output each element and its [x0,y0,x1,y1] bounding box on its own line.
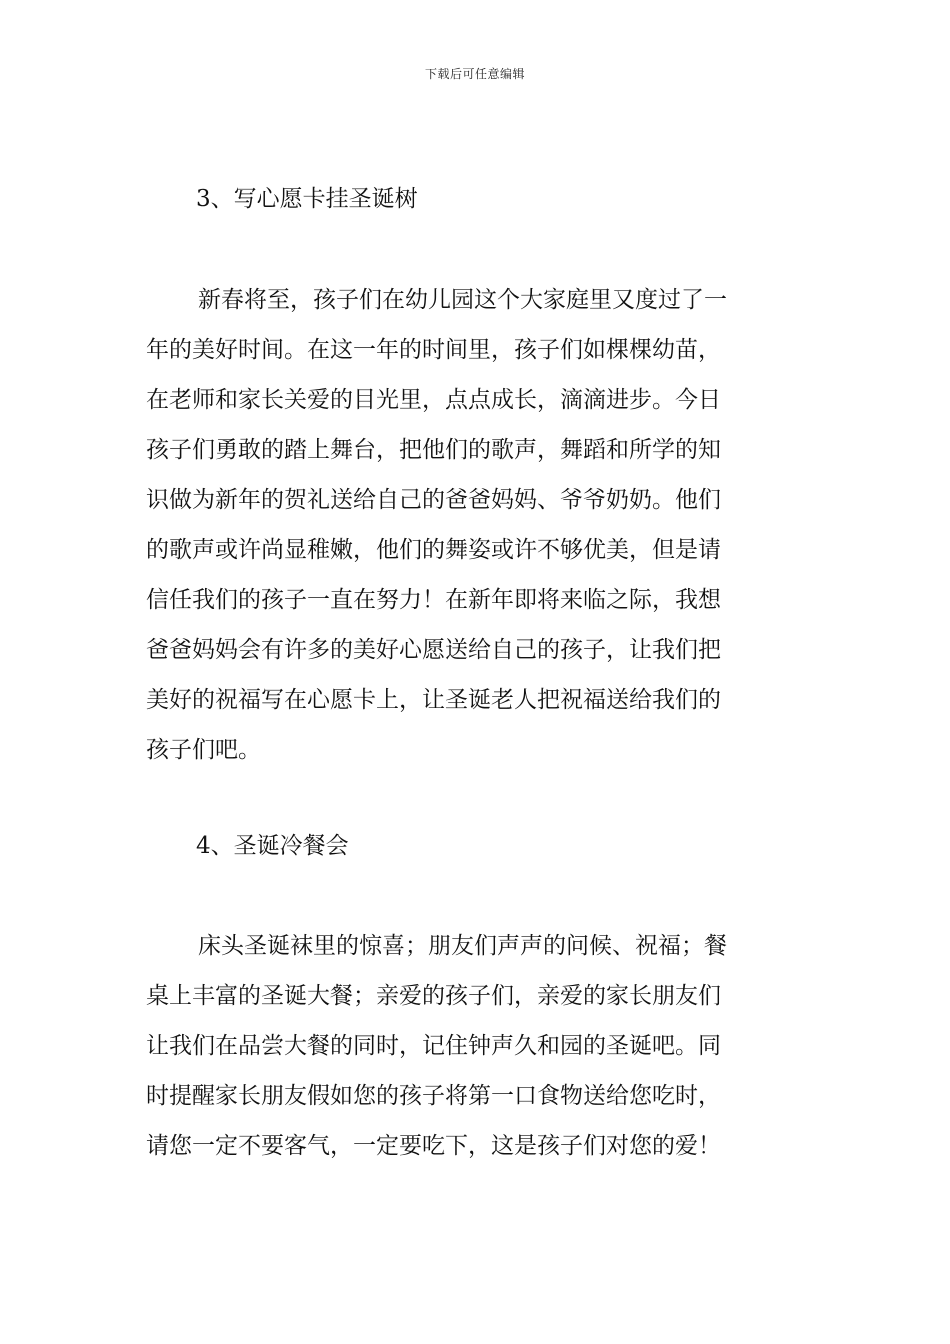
paragraph-line: 美好的祝福写在心愿卡上，让圣诞老人把祝福送给我们的 [146,687,721,713]
paragraph-line: 请您一定不要客气，一定要吃下，这是孩子们对您的爱！ [146,1133,721,1159]
paragraph-line: 时提醒家长朋友假如您的孩子将第一口食物送给您吃时， [146,1083,721,1109]
paragraph-line: 孩子们吧。 [146,737,261,763]
paragraph-line: 让我们在品尝大餐的同时，记住钟声久和园的圣诞吧。同 [146,1033,721,1059]
paragraph-line: 桌上丰富的圣诞大餐；亲爱的孩子们，亲爱的家长朋友们 [146,983,721,1009]
paragraph-line: 的歌声或许尚显稚嫩，他们的舞姿或许不够优美，但是请 [146,537,721,563]
section-3-heading: 3、写心愿卡挂圣诞树 [196,186,418,212]
paragraph-line: 年的美好时间。在这一年的时间里，孩子们如棵棵幼苗， [146,337,721,363]
paragraph-line: 信任我们的孩子一直在努力！在新年即将来临之际，我想 [146,587,721,613]
section-4-heading: 4、圣诞冷餐会 [196,833,349,859]
paragraph-line: 在老师和家长关爱的目光里，点点成长，滴滴进步。今日 [146,387,721,413]
paragraph-line: 床头圣诞袜里的惊喜；朋友们声声的问候、祝福；餐 [198,933,727,959]
paragraph-line: 识做为新年的贺礼送给自己的爸爸妈妈、爷爷奶奶。他们 [146,487,721,513]
paragraph-line: 爸爸妈妈会有许多的美好心愿送给自己的孩子，让我们把 [146,637,721,663]
section-4-paragraph [146,921,814,1171]
section-3-paragraph [146,275,814,775]
paragraph-line: 新春将至，孩子们在幼儿园这个大家庭里又度过了一 [198,287,727,313]
header-note: 下载后可任意编辑 [424,67,525,81]
paragraph-line: 孩子们勇敢的踏上舞台，把他们的歌声，舞蹈和所学的知 [146,437,721,463]
